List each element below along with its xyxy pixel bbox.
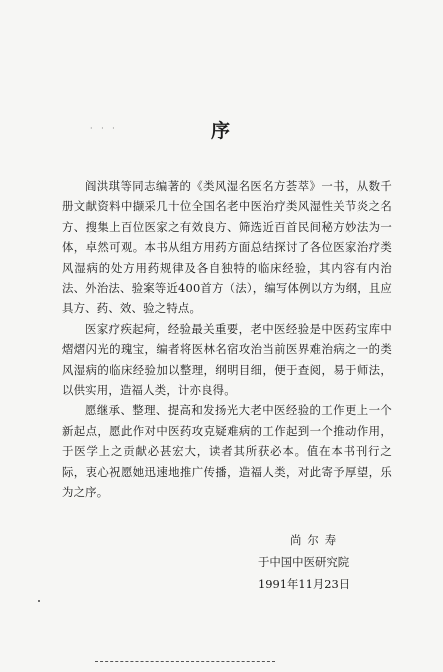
author-institution: 于中国中医研究院 <box>258 555 350 569</box>
signature-date: 1991年11月23日 <box>258 577 351 591</box>
scan-speck <box>38 600 40 602</box>
page-edge-line <box>95 661 275 663</box>
paragraph-2: 医家疗疾起疴，经验最关重要，老中医经验是中医药宝库中熠熠闪光的瑰宝，编者将医林名宿攻治当前医界难治病之一的类风湿病的临床经验加以整理，纲明目细，便于查阅，易于师法，以供实用，造福人类，计亦良得。 <box>62 321 392 398</box>
scan-specks: · · · <box>90 124 118 133</box>
paragraph-3: 愿继承、整理、提高和发扬光大老中医经验的工作更上一个新起点，愿此作对中医药攻克疑难病的工作起到一个推动作用，于医学上之贡献必甚宏大，读者其所获必本。值在本书刊行之际，衷心祝愿她迅速地推广传播，造福人类，对此寄予厚望，乐为之序。 <box>62 403 392 500</box>
paragraph-1: 阎洪琪等同志编著的《类风湿名医名方荟萃》一书，从数千册文献资料中撷采几十位全国名老中医治疗类风湿性关节炎之名方、搜集上百位医家之有效良方、筛选近百首民间秘方妙法为一体，卓然可观。本书从组方用药方面总结探讨了各位医家治疗类风湿病的处方用药规律及各自独特的临床经验，其内容有内治法、外治法、验案等近400首方（法），编写体例以方为纲，且应具方、药、效、验之特点。 <box>62 179 392 316</box>
page-title: 序 <box>210 120 232 142</box>
author-name: 尚尔寿 <box>290 533 343 547</box>
preface-body <box>62 176 392 503</box>
